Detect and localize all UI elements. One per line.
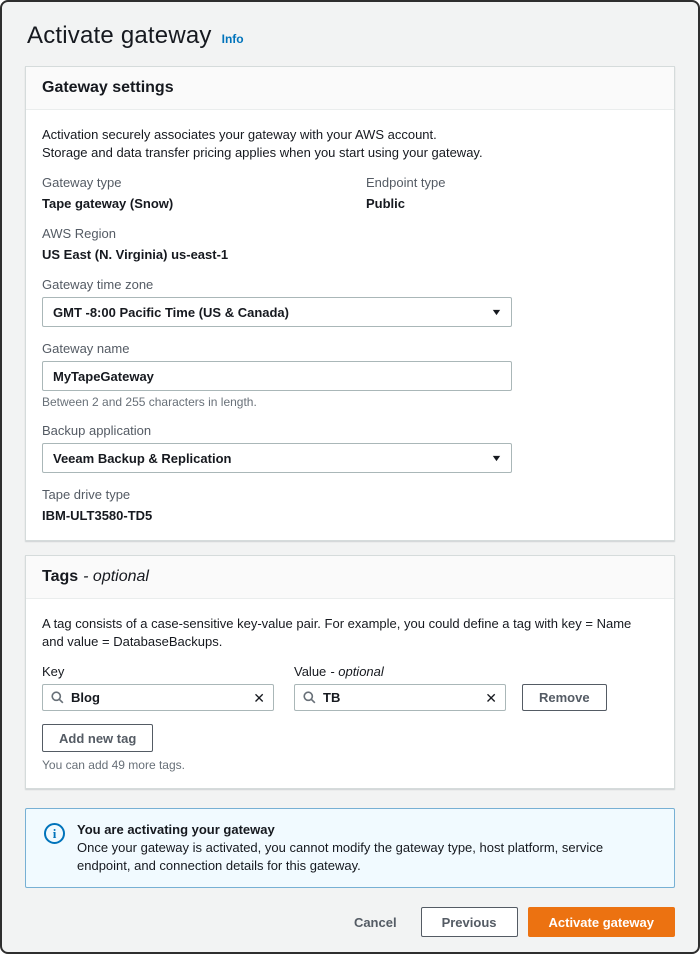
activate-gateway-page <box>2 2 698 937</box>
time-zone-selected-value: GMT -8:00 Pacific Time (US & Canada) <box>53 304 289 320</box>
tape-drive-type-value: IBM-ULT3580-TD5 <box>42 508 153 523</box>
tags-title-text: Tags <box>42 568 79 585</box>
time-zone-select[interactable] <box>42 297 512 327</box>
endpoint-type-value: Public <box>366 196 406 211</box>
tags-title <box>42 568 658 586</box>
time-zone-label: Gateway time zone <box>42 277 154 292</box>
tag-key-input-box <box>42 684 274 711</box>
activation-intro-line1: Activation securely associates your gateway with your AWS account. <box>42 127 437 142</box>
tag-key-column <box>42 664 274 711</box>
tags-title-optional: - optional <box>83 568 149 585</box>
tape-drive-type-label: Tape drive type <box>42 487 131 502</box>
info-alert-title: You are activating your gateway <box>77 822 275 837</box>
info-link[interactable]: Info <box>221 32 244 46</box>
gateway-name-input[interactable] <box>42 361 512 391</box>
gateway-name-field <box>42 341 658 409</box>
info-alert <box>25 808 675 888</box>
info-alert-content <box>77 821 637 875</box>
gateway-settings-body <box>26 110 674 540</box>
tags-card-header <box>26 556 674 599</box>
gateway-settings-title: Gateway settings <box>42 79 174 96</box>
tag-value-input-box <box>294 684 506 711</box>
footer-actions <box>25 907 675 937</box>
activation-intro-line2: Storage and data transfer pricing applies when you start using your gateway. <box>42 145 483 160</box>
aws-region-value: US East (N. Virginia) us-east-1 <box>42 247 229 262</box>
info-alert-message: Once your gateway is activated, you cannot modify the gateway type, host platform, service endpoint, and connection details for this gateway. <box>77 840 604 873</box>
tag-row <box>42 664 658 711</box>
backup-application-selected-value: Veeam Backup & Replication <box>53 450 232 466</box>
chevron-down-icon: ▼ <box>490 453 503 463</box>
endpoint-type-label: Endpoint type <box>366 175 446 190</box>
gateway-name-constraint: Between 2 and 255 characters in length. <box>42 395 257 409</box>
tags-body <box>26 599 674 788</box>
aws-region-label: AWS Region <box>42 226 116 241</box>
aws-region-field <box>42 226 658 263</box>
tag-key-input[interactable] <box>71 690 247 705</box>
tags-description: A tag consists of a case-sensitive key-value pair. For example, you could define a tag with key = Name and value = DatabaseBackups. <box>42 616 632 649</box>
tag-value-label-optional: - optional <box>330 664 384 679</box>
add-new-tag-button[interactable]: Add new tag <box>42 724 153 752</box>
type-endpoint-row <box>42 175 658 226</box>
gateway-type-field <box>42 175 366 212</box>
tag-value-input[interactable] <box>323 690 479 705</box>
time-zone-field <box>42 277 658 327</box>
gateway-settings-card <box>25 66 675 541</box>
cancel-button[interactable]: Cancel <box>353 914 397 930</box>
gateway-name-label: Gateway name <box>42 341 130 356</box>
gateway-type-value: Tape gateway (Snow) <box>42 196 174 211</box>
tape-drive-type-field <box>42 487 658 524</box>
search-icon <box>51 691 64 704</box>
backup-application-label: Backup application <box>42 423 152 438</box>
gateway-settings-card-header <box>26 67 674 110</box>
backup-application-select[interactable] <box>42 443 512 473</box>
activate-gateway-button[interactable]: Activate gateway <box>528 907 676 937</box>
gateway-type-label: Gateway type <box>42 175 122 190</box>
tags-card <box>25 555 675 789</box>
info-icon: i <box>44 823 65 844</box>
activation-intro <box>42 126 658 162</box>
endpoint-type-field <box>366 175 658 226</box>
clear-icon[interactable]: ✕ <box>247 691 265 705</box>
clear-icon[interactable]: ✕ <box>479 691 497 705</box>
remove-tag-button[interactable]: Remove <box>522 684 607 711</box>
tag-value-label-text: Value <box>294 664 327 679</box>
tags-remaining-text: You can add 49 more tags. <box>42 758 185 772</box>
tag-value-label <box>294 664 506 679</box>
backup-application-field <box>42 423 658 473</box>
tag-key-label: Key <box>42 664 65 679</box>
tag-value-column <box>294 664 506 711</box>
chevron-down-icon: ▼ <box>490 307 503 317</box>
previous-button[interactable]: Previous <box>421 907 518 937</box>
search-icon <box>303 691 316 704</box>
page-header <box>27 22 675 50</box>
page-title: Activate gateway <box>27 22 212 49</box>
